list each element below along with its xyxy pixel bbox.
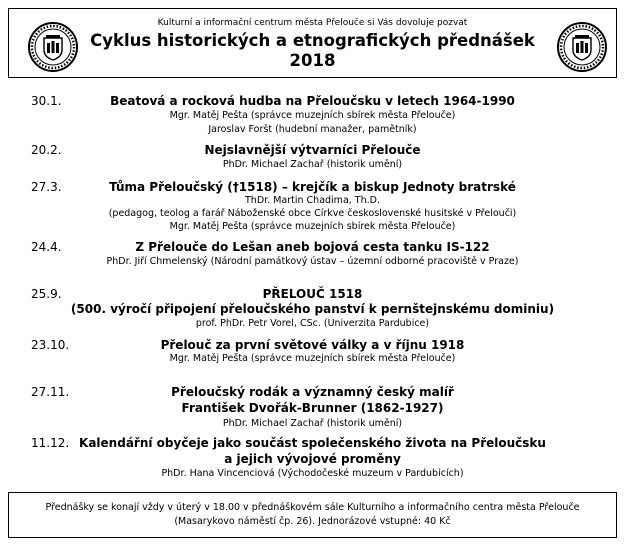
lecture-speaker: Jaroslav Foršt (hudební manažer, pamětník) xyxy=(208,124,417,135)
footer-box xyxy=(8,492,617,538)
footer-info: (Masarykovo náměstí čp. 26). Jednorázové vstupné: 40 Kč xyxy=(174,516,451,527)
lecture-date: 27.3. xyxy=(31,180,62,194)
lecture-speaker: PhDr. Michael Zachař (historik umění) xyxy=(222,418,403,429)
lecture-title: Přelouč za první světové války a v říjnu 1918 xyxy=(160,338,465,352)
lecture-title: Z Přelouče do Lešan aneb bojová cesta tanku IS-122 xyxy=(135,240,490,254)
lecture-title: Přeloučský rodák a významný český malíř xyxy=(171,385,454,399)
lecture-speaker: PhDr. Hana Vincenciová (Východočeské muzeum v Pardubicích) xyxy=(161,468,464,479)
lecture-date: 23.10. xyxy=(31,338,70,352)
lecture-speaker: (pedagog, teolog a farář Náboženské obce Církve československé husitské v Přelouči) xyxy=(108,208,517,219)
lecture-date: 20.2. xyxy=(31,143,62,157)
lecture-speaker: ThDr. Martin Chadima, Th.D. xyxy=(245,195,380,206)
lecture-speaker: Mgr. Matěj Pešta (správce muzejních sbírek města Přelouče) xyxy=(169,221,456,232)
lecture-speaker: PhDr. Jiří Chmelenský (Národní památkový ústav – územní odborné pracoviště v Praze) xyxy=(106,256,519,267)
invitation-line: Kulturní a informační centrum města Přelouče si Vás dovoluje pozvat xyxy=(157,18,468,28)
lecture-title: PŘELOUČ 1518 xyxy=(262,287,363,301)
series-title: Cyklus historických a etnografických přednášek xyxy=(90,31,535,50)
lecture-date: 11.12. xyxy=(31,436,70,450)
lecture-title: František Dvořák-Brunner (1862-1927) xyxy=(181,401,444,415)
lecture-title: Tůma Přeloučský (†1518) – krejčík a biskup Jednoty bratrské xyxy=(109,180,516,194)
lecture-date: 27.11. xyxy=(31,385,70,399)
lecture-title: Kalendářní obyčeje jako součást společenského života na Přeloučsku xyxy=(79,436,546,450)
lecture-speaker: Mgr. Matěj Pešta (správce muzejních sbírek města Přelouče) xyxy=(169,353,456,364)
series-year: 2018 xyxy=(289,51,336,70)
lecture-date: 24.4. xyxy=(31,240,62,254)
lecture-speaker: Mgr. Matěj Pešta (správce muzejních sbírek města Přelouče) xyxy=(169,110,456,121)
lecture-title: Nejslavnější výtvarníci Přelouče xyxy=(204,143,421,157)
lecture-title: a jejich vývojové proměny xyxy=(224,452,401,466)
lecture-title: Beatová a rocková hudba na Přeloučsku v letech 1964-1990 xyxy=(110,94,515,108)
lecture-speaker: PhDr. Michael Zachař (historik umění) xyxy=(222,159,403,170)
lecture-speaker: prof. PhDr. Petr Vorel, CSc. (Univerzita Pardubice) xyxy=(195,318,430,329)
footer-info: Přednášky se konají vždy v úterý v 18.00 v přednáškovém sále Kulturního a informačního centra města Přelouče xyxy=(45,502,580,513)
lecture-date: 30.1. xyxy=(31,94,62,108)
lecture-title: (500. výročí připojení přeloučského panství k pernštejnskému dominiu) xyxy=(70,302,555,316)
lecture-date: 25.9. xyxy=(31,287,62,301)
